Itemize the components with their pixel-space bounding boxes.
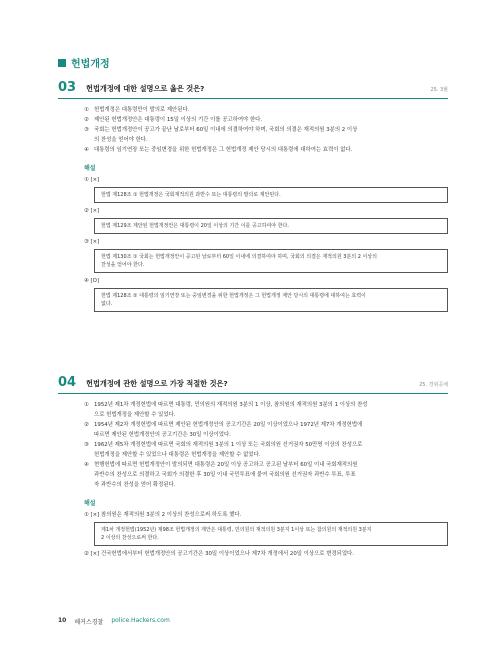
choice-item: ① 헌법개정은 대통령만이 발의로 제안된다. [84,107,190,113]
law-quote-box: 제1차 개정헌법(1952년) 제98조 헌법개정의 제안은 대통령, 민의원의 재적의원 3분지 1이상 또는 참의원의 재적의원 3분지 2 이상의 찬성으로써 한다. [94,522,448,546]
choice-item: ④ 현행헌법에 따르면 헌법개정안이 발의되면 대통령은 20일 이상 공고하고 공고된 날부터 60일 이내 국회재적의원 [84,462,358,468]
question-source: 25. 경위공채 [419,382,448,388]
explanation-verdict: ② [×] 건국헌법에서부터 헌법개정안의 공고기간은 30일 이상이었으나 제7차 개정에서 20일 이상으로 변경되었다. [84,551,354,557]
page-footer [58,617,170,626]
choice-item: 과반수의 찬성으로 의결하고 국회가 의결한 후 30일 이내 국민투표에 붙여 국회의원 선거권자 과반수 투표, 투표 [94,472,356,478]
explanation-verdict: ① [×] [84,177,100,183]
question-header [58,375,448,394]
law-quote-box: 헌법 제129조 제안된 헌법개정안은 대통령이 20일 이상의 기간 이를 공고하여야 한다. [94,218,448,234]
section-title: 헌법개정 [71,59,110,70]
choice-item: ② 1954년 제2차 개정헌법에 따르면 제안된 헌법개정안의 공고기간은 20일 이상이었으나 1972년 제7차 개정헌법에 [84,422,363,428]
choice-item: ③ 국회는 헌법개정안이 공고가 끝난 날로부터 60일 이내에 의결하여야 하며, 국회의 의결은 재적의원 3분의 2 이상 [84,127,358,133]
choice-item: 자 과반수의 찬성을 얻어 확정된다. [94,482,176,488]
question-03 [58,80,448,316]
law-quote-box: 헌법 제128조 ② 대통령의 임기연장 또는 중임변경을 위한 헌법개정은 그 헌법개정 제안 당시의 대통령에 대하여는 효력이 없다. [94,288,448,312]
footer-site: police.Hackers.com [111,617,170,624]
section-header [58,55,110,70]
question-text: 헌법개정에 대한 설명으로 옳은 것은? [86,84,205,93]
choice-item: 따르면 제안된 헌법개정안의 공고기간은 30일 이상이었다. [94,432,231,438]
law-quote-box: 헌법 제130조 ① 국회는 헌법개정안이 공고된 날로부터 60일 이내에 의결하여야 하며, 국회의 의결은 재적의원 3분의 2 이상의 찬성을 얻어야 한다. [94,249,448,273]
choice-item: ③ 1962년 제5차 개정헌법에 따르면 국회의 재적의원 3분의 1 이상 또는 국회의원 선거권자 50만명 이상의 찬성으로 [84,442,363,448]
explanation-label: 해설 [84,500,96,507]
choice-item: 의 찬성을 얻어야 한다. [94,137,148,143]
footer-brand: 해커스경찰 [74,619,104,626]
choice-item: ② 제안된 헌법개정안은 대통령이 15일 이상의 기간 이를 공고하여야 한다. [84,117,263,123]
question-04 [58,375,448,559]
explanation-verdict: ④ [O] [84,278,99,284]
explanation-verdict: ① [×] 참의원은 재적의원 3분의 2 이상의 찬성으로써 하도록 했다. [84,512,242,518]
question-header [58,80,448,99]
section-square-icon [58,59,66,67]
explanation-label: 해설 [84,165,96,172]
question-number: 03 [58,80,77,95]
law-quote-box: 헌법 제128조 ① 헌법개정은 국회재적의원 과반수 또는 대통령의 발의로 제안된다. [94,187,448,203]
explanation-verdict: ③ [×] [84,239,100,245]
question-number: 04 [58,375,77,390]
choice-item: 헌법개정을 제안할 수 있었으나 대통령은 헌법개정을 제안할 수 없었다. [94,452,261,458]
choice-item: ④ 대통령의 임기연장 또는 중임변경을 위한 헌법개정은 그 헌법개정 제안 당시의 대통령에 대하여는 효력이 없다. [84,147,353,153]
question-text: 헌법개정에 관한 설명으로 가장 적절한 것은? [86,379,228,388]
choice-list [84,105,448,155]
explanation-verdict: ② [×] [84,208,100,214]
choice-item: 으로 헌법개정을 제안할 수 있었다. [94,412,176,418]
choice-list [84,400,448,490]
question-source: 25. 3월 [430,87,448,93]
choice-item: ① 1952년 제1차 개정헌법에 따르면 대통령, 민의원의 재적의원 3분의 1 이상, 참의원의 재적의원 3분의 1 이상의 찬성 [84,402,368,408]
page-number: 10 [58,617,67,624]
